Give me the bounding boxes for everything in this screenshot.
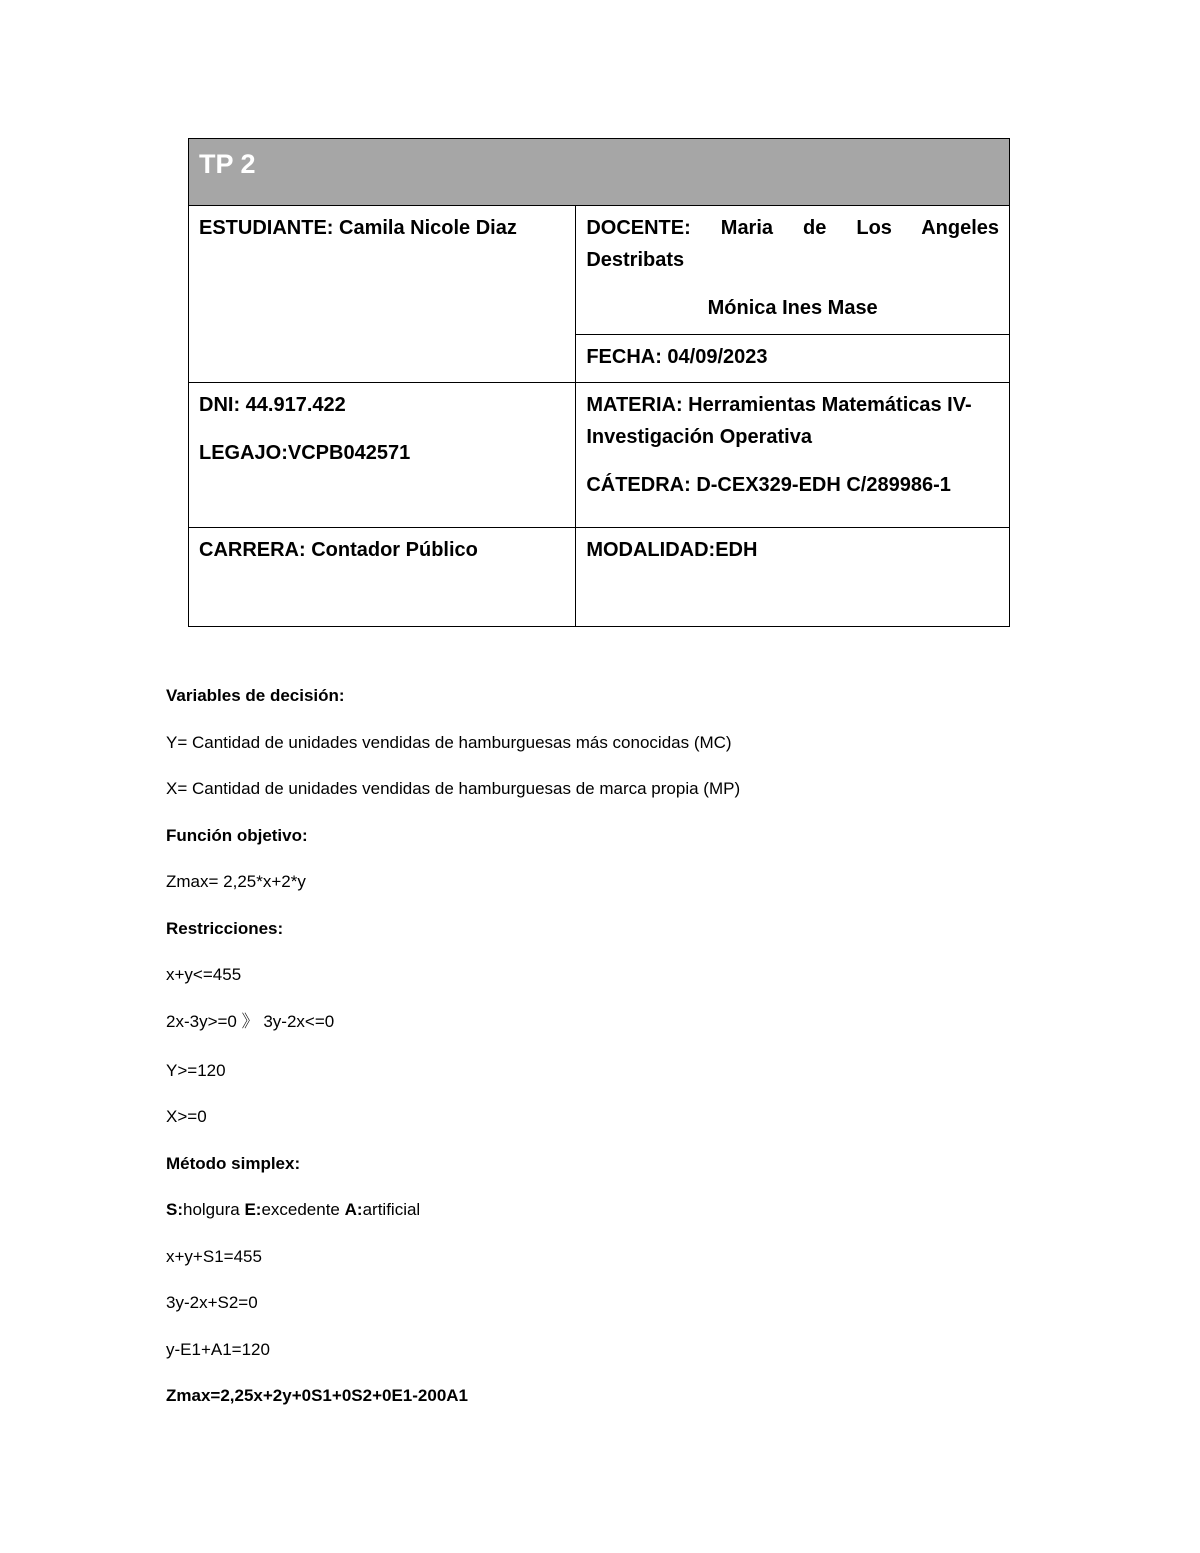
catedra-text: CÁTEDRA: D-CEX329-EDH C/289986-1 — [586, 474, 951, 496]
subject-line-2: Investigación Operativa — [586, 426, 812, 448]
constraint-4: X>=0 — [166, 1107, 207, 1126]
career-cell — [189, 528, 576, 627]
legajo-text: LEGAJO:VCPB042571 — [199, 442, 411, 464]
legend-s-key: S: — [166, 1200, 183, 1219]
dni-text: DNI: 44.917.422 — [199, 394, 346, 416]
variables-heading: Variables de decisión: — [166, 686, 345, 705]
constraint-1: x+y<=455 — [166, 965, 242, 984]
id-cell — [189, 383, 576, 528]
legend-e-text: excedente — [261, 1200, 345, 1219]
objective-function: Zmax= 2,25*x+2*y — [166, 872, 306, 891]
title-cell — [189, 139, 1010, 206]
zmax-equation: Zmax=2,25x+2y+0S1+0S2+0E1-200A1 — [166, 1386, 468, 1405]
teacher-line-2: Destribats — [586, 249, 685, 271]
date-text: FECHA: 04/09/2023 — [586, 346, 768, 368]
teacher-line-3: Mónica Ines Mase — [707, 297, 878, 319]
subject-cell — [576, 383, 1010, 528]
constraints-heading: Restricciones: — [166, 918, 284, 938]
modality-cell — [576, 528, 1010, 627]
legend-e-key: E: — [244, 1200, 262, 1219]
date-cell — [576, 335, 1010, 383]
modality-text: MODALIDAD:EDH — [586, 539, 758, 561]
legend-a-key: A: — [344, 1200, 363, 1219]
legend-s-text: holgura — [183, 1200, 245, 1219]
simplex-heading: Método simplex: — [166, 1153, 301, 1173]
equation-2: 3y-2x+S2=0 — [166, 1293, 258, 1312]
variable-legend — [166, 1196, 1066, 1243]
legend-a-text: artificial — [362, 1200, 421, 1219]
objective-heading: Función objetivo: — [166, 825, 308, 845]
header-table — [188, 138, 1010, 627]
student-name: ESTUDIANTE: Camila Nicole Diaz — [199, 217, 517, 239]
variable-y: Y= Cantidad de unidades vendidas de hamburguesas más conocidas (MC) — [166, 732, 732, 752]
constraint-2: 2x-3y>=0 》 3y-2x<=0 — [166, 1011, 335, 1031]
career-text: CARRERA: Contador Público — [199, 539, 478, 561]
subject-line-1: MATERIA: Herramientas Matemáticas IV- — [586, 394, 972, 416]
constraint-3: Y>=120 — [166, 1060, 226, 1080]
teacher-line-1: DOCENTE: Maria de Los Angeles — [586, 217, 999, 239]
document-body — [166, 682, 1066, 1429]
equation-1: x+y+S1=455 — [166, 1246, 262, 1266]
equation-3: y-E1+A1=120 — [166, 1339, 270, 1359]
student-cell — [189, 206, 576, 383]
document-title: TP 2 — [199, 149, 256, 179]
variable-x: X= Cantidad de unidades vendidas de hamburguesas de marca propia (MP) — [166, 779, 741, 798]
teacher-cell — [576, 206, 1010, 335]
